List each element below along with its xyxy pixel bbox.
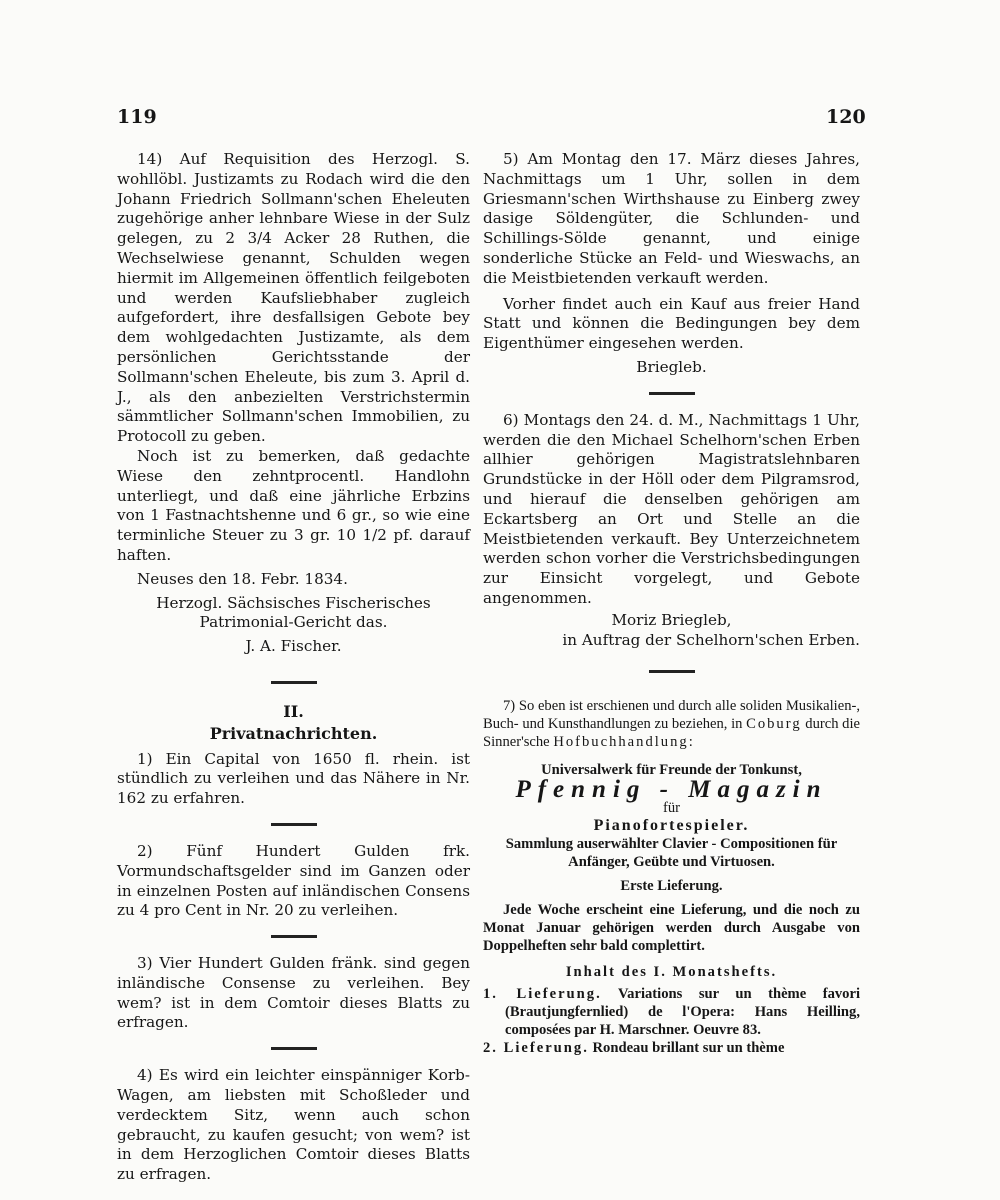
notice-5-text: 5) Am Montag den 17. März dieses Jahres, Nachmittags um 1 Uhr, sollen in dem Griesmann'schen Wirthshause zu Einberg zwey dasige Söldengüter, die Schlunden- und Schillings-Sölde genannt, und einige sonderliche Stücke an Feld- und Wieswachs, an die Meistbietenden verkauft werden. — [483, 150, 860, 287]
notice-14-signature: J. A. Fischer. — [245, 637, 342, 656]
notice-6-signature-role: in Auftrag der Schelhorn'schen Erben. — [562, 630, 860, 649]
private-notice-4: 4) Es wird ein leichter einspänniger Korb-Wagen, am liebsten mit Schoßleder und verdecktem Sitz, wenn auch schon gebraucht, zu kaufen gesucht; von wem? ist in dem Herzoglichen Comtoir dieses Blatts zu erfragen. — [117, 1066, 470, 1184]
notice-14-text: 14) Auf Requisition des Herzogl. S. wohllöbl. Justizamts zu Rodach wird die den Johann Friedrich Sollmann'schen Eheleuten zugehörige anher lehnbare Wiese in der Sulz gelegen, zu 2 3/4 Acker 28 Ruthen, die Wechselwiese genannt, Schulden wegen hiermit im Allgemeinen öffentlich feilgeboten und werden Kaufsliebhaber zugleich aufgefordert, ihre desfallsigen Gebote bey dem wohlgedachten Justizamte, als dem persönlichen Gerichtsstande der Sollmann'schen Eheleute, bis zum 3. April d. J., als den anbezielten Verstrichstermin sämmtlicher Sollmann'schen Immobilien, zu Protocoll zu geben. — [117, 150, 470, 446]
ad-contents-label: 2. Lieferung. — [483, 1040, 589, 1057]
notice-6-text: 6) Montags den 24. d. M., Nachmittags 1 Uhr, werden die den Michael Schelhorn'schen Erben allhier gehörigen Magistratslehnbaren Grundstücke in der Höll oder dem Pilgramsrod, und hierauf die denselben gehörigen am Eckartsberg an Ort und Stelle an die Meistbietenden verkauft. Bey Unterzeichnetem werden schon vorher die Verstrichsbedingungen zur Einsicht vorgelegt, und Gebote angenommen. — [483, 410, 860, 607]
ad-collection: Sammlung auserwählter Clavier - Compositionen für Anfänger, Geübte und Virtuosen. — [505, 836, 838, 871]
ad-contents-label: 1. Lieferung. — [483, 986, 602, 1003]
ad-contents-item — [483, 1039, 860, 1057]
ad-intro-text-1: 7) So eben ist erschienen und durch alle soliden Musikalien-, Buch- und Kunsthandlungen zu beziehen, in — [483, 698, 860, 733]
notice-5-note: Vorher findet auch ein Kauf aus freier Hand Statt und können die Bedingungen bey dem Eigenthümer eingesehen werden. — [483, 294, 860, 353]
ad-contents-text: Variations sur un thème favori (Brautjungfernlied) de l'Opera: Hans Heilling, composées par H. Marschner. Oeuvre 83. — [505, 986, 860, 1039]
music-advertisement — [483, 697, 860, 1057]
divider — [271, 1047, 317, 1050]
ad-intro — [483, 697, 860, 751]
ad-pianists: Pianofortespieler. — [593, 817, 750, 835]
section-number: II. — [283, 701, 304, 721]
divider — [271, 681, 317, 684]
divider — [271, 823, 317, 826]
left-column — [117, 150, 470, 1185]
notice-5-signature: Briegleb. — [636, 357, 707, 376]
ad-city: Coburg — [746, 716, 802, 733]
ad-fuer: für — [662, 800, 681, 817]
ad-contents-text: Rondeau brillant sur un thème — [588, 1040, 785, 1057]
ad-delivery: Erste Lieferung. — [620, 878, 723, 895]
divider — [649, 670, 695, 673]
ad-intro-text-2: durch die Sinner'sche — [483, 716, 860, 751]
section-title: Privatnachrichten. — [209, 723, 378, 743]
ad-weekly-note: Jede Woche erscheint eine Lieferung, und die noch zu Monat Januar gehörigen werden durch Ausgabe von Doppelheften sehr bald complettirt. — [483, 902, 860, 955]
divider — [649, 392, 695, 395]
ad-contents-heading: Inhalt des I. Monatshefts. — [565, 964, 778, 981]
private-notice-2: 2) Fünf Hundert Gulden frk. Vormundschaftsgelder sind im Ganzen oder in einzelnen Posten auf inländischen Consens zu 4 pro Cent in Nr. 20 zu verleihen. — [117, 841, 470, 920]
ad-contents-item — [483, 985, 860, 1039]
private-notice-3: 3) Vier Hundert Gulden fränk. sind gegen inländische Consense zu verleihen. Bey wem? ist in dem Comtoir dieses Blatts zu erfragen. — [117, 954, 470, 1032]
ad-magazine-title: Pfennig - Magazin — [515, 776, 828, 804]
notice-14-authority: Herzogl. Sächsisches Fischerisches Patrimonial-Gericht das. — [156, 593, 431, 632]
page-number-right: 120 — [826, 106, 866, 128]
private-notice-1: 1) Ein Capital von 1650 fl. rhein. ist stündlich zu verleihen und das Nähere in Nr. 162 zu erfahren. — [117, 749, 470, 808]
right-column — [483, 150, 860, 1057]
page-number-left: 119 — [117, 106, 157, 128]
ad-subtitle: Universalwerk für Freunde der Tonkunst, — [541, 762, 802, 779]
notice-14-note: Noch ist zu bemerken, daß gedachte Wiese den zehntprocentl. Handlohn unterliegt, und daß eine jährliche Erbzins von 1 Fastnachtshenne und 6 gr., so wie eine terminliche Steuer zu 3 gr. 10 1/2 pf. darauf haften. — [117, 446, 470, 564]
notice-14-place-date: Neuses den 18. Febr. 1834. — [137, 569, 348, 588]
divider — [271, 935, 317, 938]
notice-6-signature-name: Moriz Briegleb, — [611, 610, 732, 629]
ad-publisher: Hofbuchhandlung: — [553, 734, 695, 751]
